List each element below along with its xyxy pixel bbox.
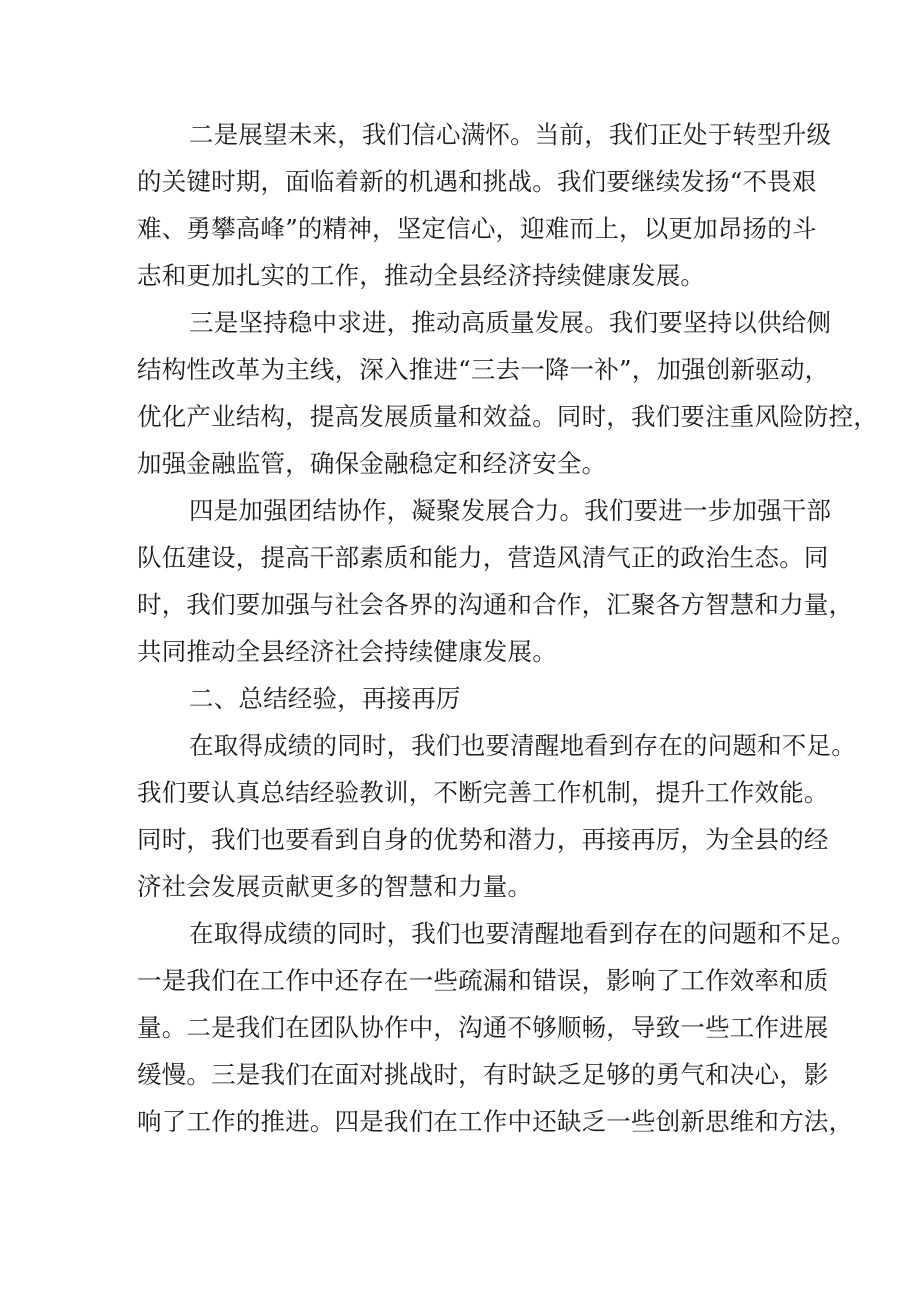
text-line: 济社会发展贡献更多的智慧和力量。 [137,872,533,901]
text-line: 的关键时期，面临着新的机遇和挑战。我们要继续发扬“不畏艰 [137,167,817,196]
text-line: 加强金融监管，确保金融稳定和经济安全。 [137,449,607,478]
paragraph-summary [137,722,856,910]
text-line: 我们要认真总结经验教训，不断完善工作机制，提升工作效能。 [137,778,829,807]
text-line: 志和更加扎实的工作，推动全县经济持续健康发展。 [137,261,706,290]
document-body [137,111,878,1145]
text-line: 时，我们要加强与社会各界的沟通和合作，汇聚各方智慧和力量， [137,590,854,619]
text-line: 共同推动全县经济社会持续健康发展。 [137,637,557,666]
paragraph-stable-progress [137,299,878,487]
text-line: 二是展望未来，我们信心满怀。当前，我们正处于转型升级 [189,120,832,149]
paragraph-outlook [137,111,832,299]
text-line: 队伍建设，提高干部素质和能力，营造风清气正的政治生态。同 [137,543,829,572]
text-line: 响了工作的推进。四是我们在工作中还缺乏一些创新思维和方法， [137,1107,854,1136]
heading-text: 二、总结经验，再接再厉 [189,684,461,713]
text-line: 量。二是我们在团队协作中，沟通不够顺畅，导致一些工作进展 [137,1013,829,1042]
text-line: 在取得成绩的同时，我们也要清醒地看到存在的问题和不足。 [189,731,856,760]
text-line: 在取得成绩的同时，我们也要清醒地看到存在的问题和不足。 [189,919,856,948]
text-line: 难、勇攀高峰”的精神，坚定信心，迎难而上，以更加昂扬的斗 [137,214,817,243]
paragraph-problems [137,910,856,1145]
paragraph-unity [137,487,854,675]
text-line: 三是坚持稳中求进，推动高质量发展。我们要坚持以供给侧 [189,308,832,337]
text-line: 优化产业结构，提高发展质量和效益。同时，我们要注重风险防控， [137,402,878,431]
text-line: 缓慢。三是我们在面对挑战时，有时缺乏足够的勇气和决心，影 [137,1060,829,1089]
text-line: 结构性改革为主线，深入推进“三去一降一补”，加强创新驱动， [137,355,830,384]
text-line: 一是我们在工作中还存在一些疏漏和错误，影响了工作效率和质 [137,966,829,995]
section-heading [137,675,809,722]
text-line: 四是加强团结协作，凝聚发展合力。我们要进一步加强干部 [189,496,832,525]
text-line: 同时，我们也要看到自身的优势和潜力，再接再厉，为全县的经 [137,825,829,854]
